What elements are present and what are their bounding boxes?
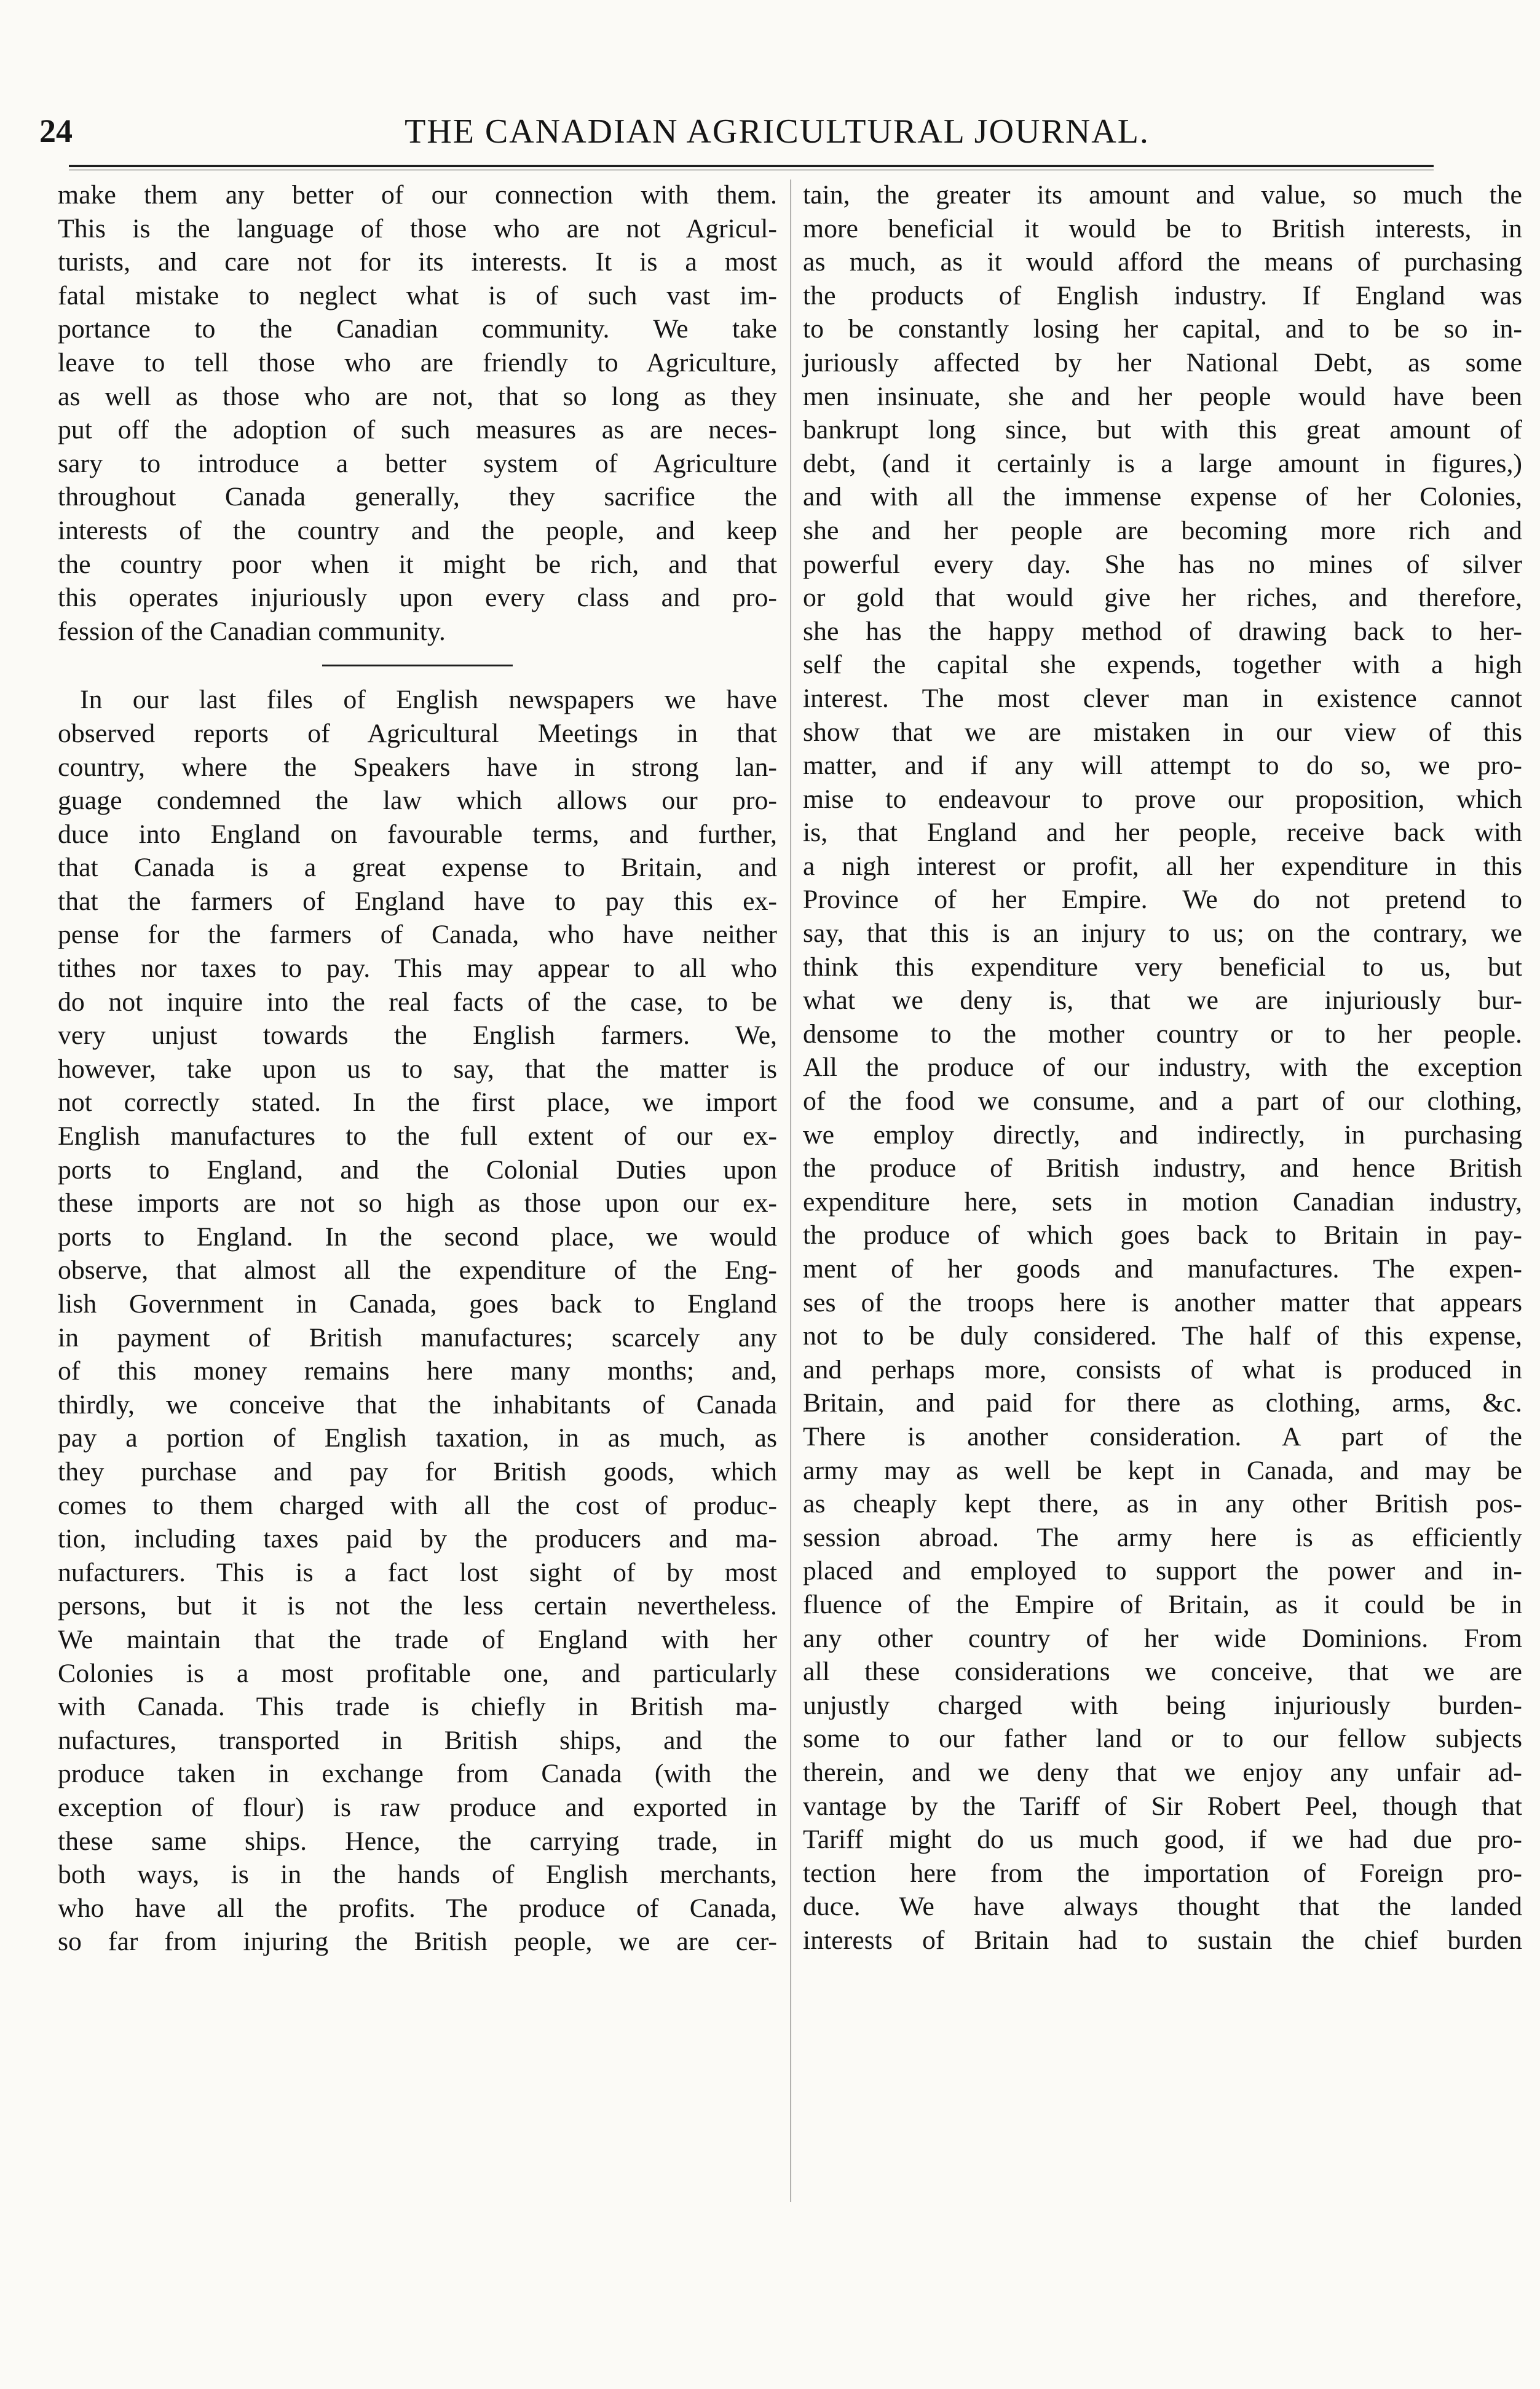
text-line: both ways, is in the hands of English merchants, [58,1860,777,1890]
text-line: some to our father land or to our fellow subjects [803,1724,1522,1754]
text-line: she and her people are becoming more rich and [803,515,1522,545]
text-line: think this expenditure very beneficial to us, but [803,952,1522,982]
text-line: say, that this is an injury to us; on the contrary, we [803,918,1522,949]
text-line: or gold that would give her riches, and therefore, [803,583,1522,613]
text-line: men insinuate, she and her people would have been [803,381,1522,411]
text-line: persons, but it is not the less certain nevertheless. [58,1591,777,1621]
text-line: interests of Britain had to sustain the chief burden [803,1925,1522,1955]
text-line: bankrupt long since, but with this great amount of [803,415,1522,445]
text-line: throughout Canada generally, they sacrifice the [58,482,777,512]
text-line: There is another consideration. A part of the [803,1421,1522,1451]
text-line: who have all the profits. The produce of Canada, [58,1893,777,1923]
text-line: English manufactures to the full extent of our ex- [58,1121,777,1151]
text-line: matter, and if any will attempt to do so, we pro- [803,751,1522,781]
text-line: observed reports of Agricultural Meetings in that [58,718,777,748]
text-line: the produce of which goes back to Britain in pay- [803,1220,1522,1250]
text-line: we employ directly, and indirectly, in purchasing [803,1119,1522,1150]
text-line: leave to tell those who are friendly to Agriculture, [58,347,777,377]
text-line: Tariff might do us much good, if we had due pro- [803,1825,1522,1855]
text-line: duce. We have always thought that the landed [803,1892,1522,1922]
text-line: densome to the mother country or to her people. [803,1019,1522,1049]
text-line: make them any better of our connection with them. [58,180,777,210]
page-header [39,98,1429,154]
text-line: as well as those who are not, that so long as they [58,381,777,411]
text-line: of this money remains here many months; and, [58,1356,777,1386]
text-line: juriously affected by her National Debt, as some [803,347,1522,377]
text-line: therein, and we deny that we enjoy any unfair ad- [803,1757,1522,1787]
text-line: portance to the Canadian community. We take [58,314,777,344]
page-number: 24 [39,113,73,149]
text-line: she has the happy method of drawing back to her- [803,616,1522,646]
text-line: interest. The most clever man in existence cannot [803,683,1522,713]
text-line: In our last files of English newspapers we have [80,685,777,715]
text-line: that the farmers of England have to pay this ex- [58,886,777,916]
text-line: nufacturers. This is a fact lost sight of by most [58,1557,777,1587]
header-rule [69,165,1434,167]
text-line: thirdly, we conceive that the inhabitants of Canada [58,1389,777,1420]
text-line: produce taken in exchange from Canada (with the [58,1759,777,1789]
text-line: what we deny is, that we are injuriously bur- [803,985,1522,1016]
article-paragraph-2 [58,683,777,1959]
right-column [803,178,1522,1957]
left-column [58,178,777,1959]
text-line: the products of English industry. If England was [803,280,1522,310]
text-line: do not inquire into the real facts of the case, to be [58,987,777,1017]
text-line: the country poor when it might be rich, and that [58,549,777,579]
text-line: ports to England. In the second place, we would [58,1222,777,1252]
text-line: nufactures, transported in British ships, and the [58,1725,777,1755]
text-line: tion, including taxes paid by the producers and ma- [58,1524,777,1554]
running-title: THE CANADIAN AGRICULTURAL JOURNAL. [405,113,1150,151]
text-line: This is the language of those who are not Agricul- [58,213,777,243]
text-line: pay a portion of English taxation, in as much, as [58,1423,777,1453]
text-line: any other country of her wide Dominions. From [803,1623,1522,1653]
text-line: self the capital she expends, together with a high [803,650,1522,680]
text-line: fluence of the Empire of Britain, as it could be in [803,1589,1522,1619]
text-line: these imports are not so high as those upon our ex- [58,1188,777,1218]
text-line: not correctly stated. In the first place, we import [58,1088,777,1118]
article-paragraph-continued [803,178,1522,1957]
text-line: country, where the Speakers have in strong lan- [58,752,777,782]
text-line: as much, as it would afford the means of purchasing [803,247,1522,277]
text-line: tithes nor taxes to pay. This may appear to all who [58,954,777,984]
text-line: fatal mistake to neglect what is of such vast im- [58,280,777,310]
text-line: duce into England on favourable terms, and further, [58,819,777,849]
text-line: in payment of British manufactures; scarcely any [58,1322,777,1352]
text-line: show that we are mistaken in our view of this [803,717,1522,747]
text-line: very unjust towards the English farmers. We, [58,1021,777,1051]
text-line: a nigh interest or profit, all her expenditure in this [803,851,1522,881]
text-line: placed and employed to support the power and in- [803,1556,1522,1586]
text-line: sary to introduce a better system of Agriculture [58,448,777,478]
text-line: however, take upon us to say, that the matter is [58,1054,777,1084]
text-line: this operates injuriously upon every class and pro- [58,583,777,613]
text-line: ports to England, and the Colonial Duties upon [58,1155,777,1185]
text-line: so far from injuring the British people, we are cer- [58,1927,777,1957]
text-line: tain, the greater its amount and value, so much the [803,180,1522,210]
text-line: powerful every day. She has no mines of silver [803,549,1522,579]
text-line: fession of the Canadian community. [58,616,446,646]
text-line: debt, (and it certainly is a large amount in figures,) [803,448,1522,478]
text-line: ment of her goods and manufactures. The expen- [803,1254,1522,1284]
article-paragraph-1 [58,178,777,648]
text-line: unjustly charged with being injuriously burden- [803,1690,1522,1720]
text-line: mise to endeavour to prove our proposition, which [803,784,1522,814]
section-divider [322,665,513,666]
text-line: they purchase and pay for British goods, which [58,1456,777,1487]
text-line: put off the adoption of such measures as are neces- [58,415,777,445]
text-line: more beneficial it would be to British interests, in [803,213,1522,243]
text-line: and with all the immense expense of her Colonies, [803,482,1522,512]
text-line: these same ships. Hence, the carrying trade, in [58,1826,777,1856]
text-line: comes to them charged with all the cost of produc- [58,1490,777,1520]
text-line: session abroad. The army here is as efficiently [803,1522,1522,1552]
text-line: exception of flour) is raw produce and exported in [58,1792,777,1822]
text-line: turists, and care not for its interests. It is a most [58,247,777,277]
text-line: that Canada is a great expense to Britain, and [58,853,777,883]
text-line: Colonies is a most profitable one, and particularly [58,1658,777,1688]
text-line: lish Government in Canada, goes back to England [58,1289,777,1319]
text-line: pense for the farmers of Canada, who have neither [58,920,777,950]
text-line: Britain, and paid for there as clothing, arms, &c. [803,1388,1522,1418]
text-line: all these considerations we conceive, that we are [803,1657,1522,1687]
text-line: ses of the troops here is another matter that appears [803,1287,1522,1317]
text-line: We maintain that the trade of England with her [58,1624,777,1654]
text-line: of the food we consume, and a part of our clothing, [803,1086,1522,1116]
text-line: with Canada. This trade is chiefly in British ma- [58,1692,777,1722]
text-line: army may as well be kept in Canada, and may be [803,1455,1522,1485]
text-line: as cheaply kept there, as in any other British pos- [803,1489,1522,1519]
text-line: Province of her Empire. We do not pretend to [803,885,1522,915]
text-line: tection here from the importation of Foreign pro- [803,1858,1522,1888]
text-line: not to be duly considered. The half of this expense, [803,1321,1522,1351]
text-line: interests of the country and the people, and keep [58,515,777,545]
text-line: guage condemned the law which allows our pro- [58,786,777,816]
text-line: and perhaps more, consists of what is produced in [803,1354,1522,1384]
text-line: the produce of British industry, and hence British [803,1153,1522,1183]
text-line: expenditure here, sets in motion Canadian industry, [803,1187,1522,1217]
text-line: to be constantly losing her capital, and to be so in- [803,314,1522,344]
text-line: All the produce of our industry, with the exception [803,1052,1522,1083]
text-line: vantage by the Tariff of Sir Robert Peel, though that [803,1791,1522,1821]
text-line: is, that England and her people, receive back with [803,818,1522,848]
text-line: observe, that almost all the expenditure of the Eng- [58,1255,777,1285]
